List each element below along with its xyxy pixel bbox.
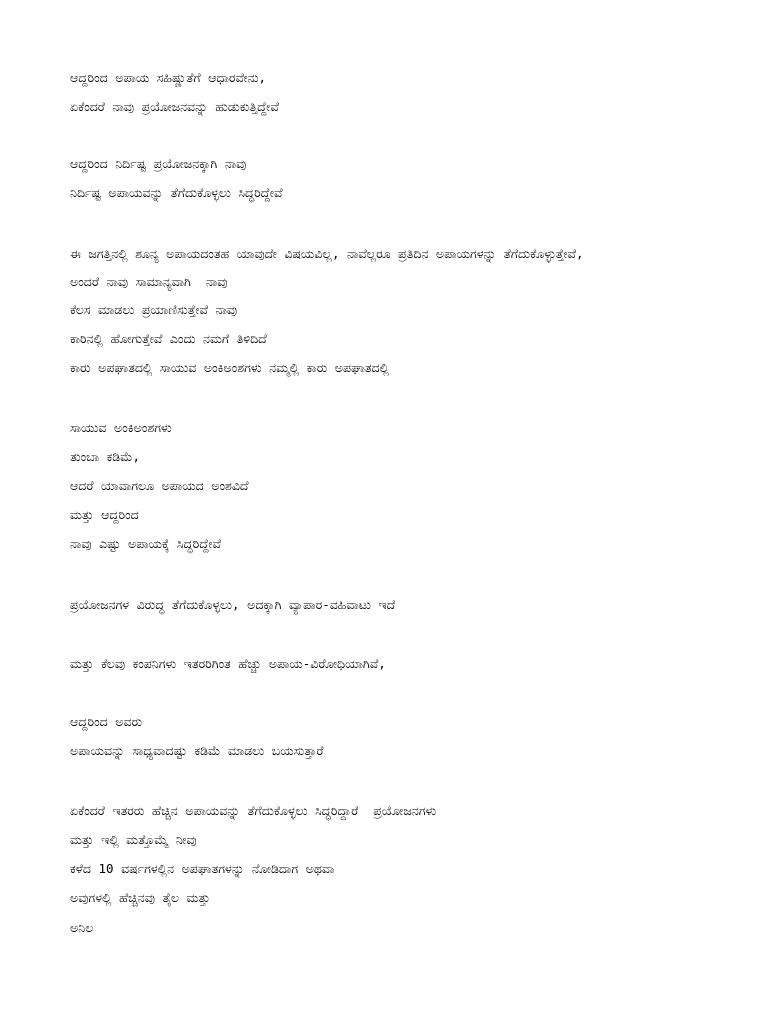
text-line: ತುಂಬಾ ಕಡಿಮೆ, bbox=[70, 449, 141, 464]
text-line: ಈ ಜಗತ್ತಿನಲ್ಲಿ ಶೂನ್ಯ ಅಪಾಯದಂತಹ ಯಾವುದೇ ವಿಷಯವಿಲ್ಲ, ನಾವೆಲ್ಲರೂ ಪ್ರತಿದಿನ ಅಪಾಯಗಳನ್ನು ತೆಗೆದುಕೊಳ್ಳುತ್ತೇವೆ, bbox=[70, 246, 584, 261]
text-line: ಕಳೆದ 10 ವರ್ಷಗಳಲ್ಲಿನ ಅಪಘಾತಗಳನ್ನು ನೋಡಿದಾಗ ಅಥವಾ bbox=[70, 861, 335, 876]
text-line: ಅಂದರೆ ನಾವು ಸಾಮಾನ್ಯವಾಗಿ ನಾವು bbox=[70, 274, 228, 289]
text-line: ಕೆಲಸ ಮಾಡಲು ಪ್ರಯಾಣಿಸುತ್ತೇವೆ ನಾವು bbox=[70, 302, 238, 317]
text-line: ಮತ್ತು ಕೆಲವು ಕಂಪನಿಗಳು ಇತರರಿಗಿಂತ ಹೆಚ್ಚು ಅಪಾಯ-ವಿರೋಧಿಯಾಗಿವೆ, bbox=[70, 656, 386, 671]
text-line: ಆದ್ದರಿಂದ ಅಪಾಯ ಸಹಿಷ್ಣುತೆಗೆ ಆಧಾರವೇನು, bbox=[70, 70, 267, 85]
text-line: ಆದ್ದರಿಂದ ನಿರ್ದಿಷ್ಟ ಪ್ರಯೋಜನಕ್ಕಾಗಿ ನಾವು bbox=[70, 156, 247, 171]
text-line: ಅವುಗಳಲ್ಲಿ ಹೆಚ್ಚಿನವು ತೈಲ ಮತ್ತು bbox=[70, 890, 211, 905]
text-line: ನಿರ್ದಿಷ್ಟ ಅಪಾಯವನ್ನು ತೆಗೆದುಕೊಳ್ಳಲು ಸಿದ್ಧರಿದ್ದೇವೆ bbox=[70, 185, 283, 200]
text-line: ಏಕೆಂದರೆ ನಾವು ಪ್ರಯೋಜನವನ್ನು ಹುಡುಕುತ್ತಿದ್ದೇವೆ bbox=[70, 99, 279, 114]
text-line: ನಾವು ಎಷ್ಟು ಅಪಾಯಕ್ಕೆ ಸಿದ್ಧರಿದ್ದೇವೆ bbox=[70, 536, 222, 551]
text-line: ಕಾರಿನಲ್ಲಿ ಹೋಗುತ್ತೇವೆ ಎಂದು ನಮಗೆ ತಿಳಿದಿದೆ bbox=[70, 331, 267, 346]
text-line: ಮತ್ತು ಇಲ್ಲಿ ಮತ್ತೊಮ್ಮೆ ನೀವು bbox=[70, 832, 197, 847]
text-line: ಅನಿಲ bbox=[70, 920, 94, 935]
text-line: ಪ್ರಯೋಜನಗಳ ವಿರುದ್ಧ ತೆಗೆದುಕೊಳ್ಳಲು, ಅದಕ್ಕಾಗಿ ವ್ಯಾಪಾರ-ವಹಿವಾಟು ಇದೆ bbox=[70, 597, 396, 612]
text-line: ಕಾರು ಅಪಘಾತದಲ್ಲಿ ಸಾಯುವ ಅಂಕಿಅಂಶಗಳು ನಮ್ಮಲ್ಲಿ ಕಾರು ಅಪಘಾತದಲ್ಲಿ bbox=[70, 360, 390, 375]
text-line: ಏಕೆಂದರೆ ಇತರರು ಹೆಚ್ಚಿನ ಅಪಾಯವನ್ನು ತೆಗೆದುಕೊಳ್ಳಲು ಸಿದ್ಧರಿದ್ದಾರೆ ಪ್ರಯೋಜನಗಳು bbox=[70, 803, 437, 818]
text-line: ಸಾಯುವ ಅಂಕಿಅಂಶಗಳು bbox=[70, 420, 172, 435]
text-line: ಆದರೆ ಯಾವಾಗಲೂ ಅಪಾಯದ ಅಂಶವಿದೆ bbox=[70, 478, 249, 493]
text-line: ಆದ್ದರಿಂದ ಅವರು bbox=[70, 714, 143, 729]
text-line: ಅಪಾಯವನ್ನು ಸಾಧ್ಯವಾದಷ್ಟು ಕಡಿಮೆ ಮಾಡಲು ಬಯಸುತ್ತಾರೆ bbox=[70, 743, 324, 758]
text-line: ಮತ್ತು ಆದ್ದರಿಂದ bbox=[70, 507, 139, 522]
